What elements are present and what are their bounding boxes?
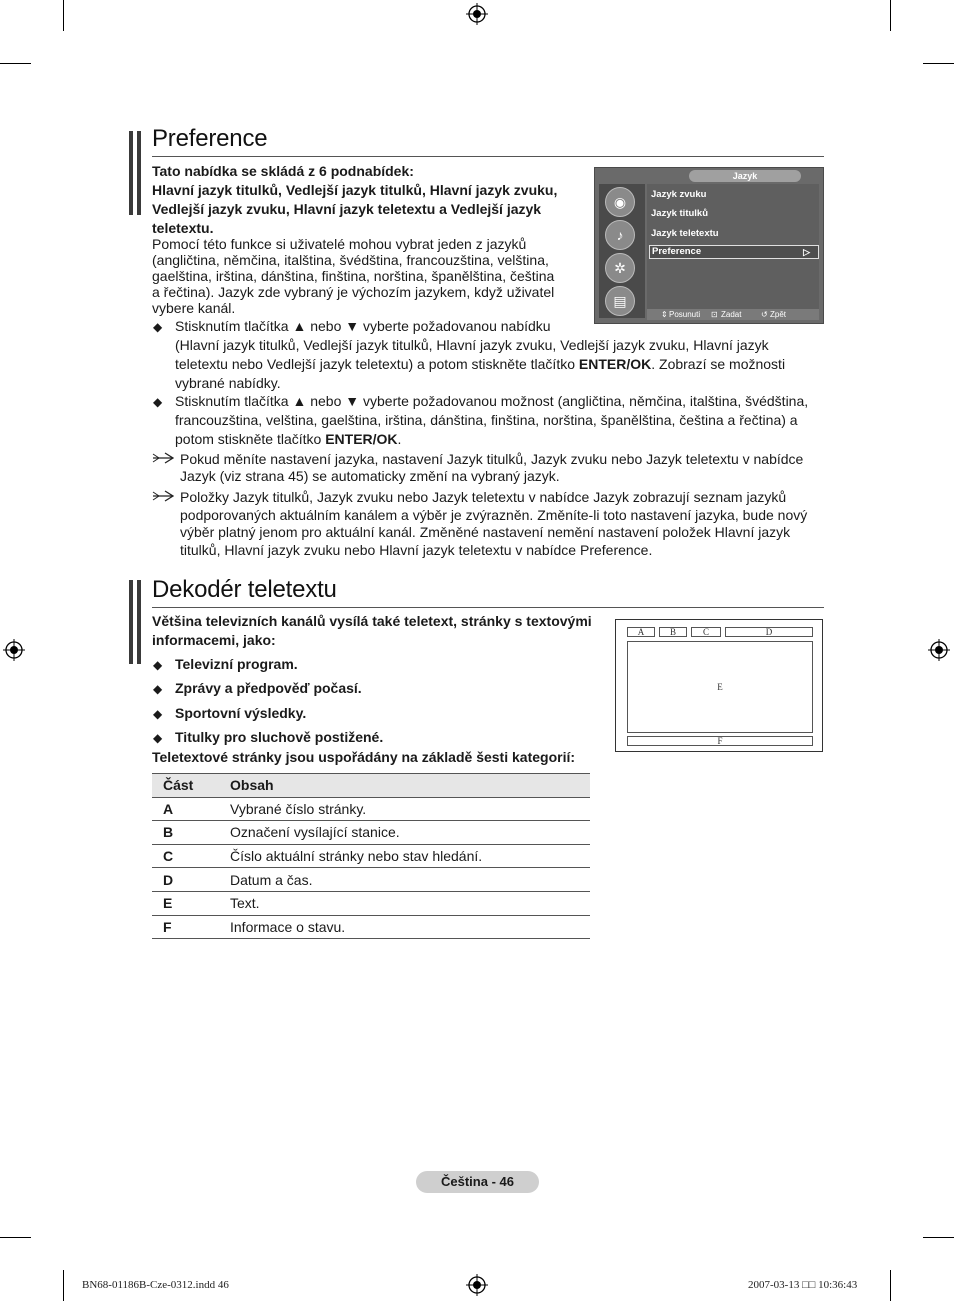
updown-icon: ⇕: [661, 310, 668, 319]
table-header-cell: Část: [152, 774, 219, 798]
bullet-text-part: .: [397, 431, 402, 447]
intro-bold-line: Tato nabídka se skládá z 6 podnabídek:: [152, 163, 414, 179]
tv-menu-item[interactable]: Jazyk teletextu: [651, 228, 719, 239]
note-line: podporovaných aktuálním kanálem a výběr je zvýrazněn. Změníte-li toto nastavení jazyka, bude nový: [180, 507, 808, 523]
table-cell-value: Informace o stavu.: [219, 915, 590, 939]
section-bar: [137, 580, 141, 664]
section-title-teletext: Dekodér teletextu: [152, 576, 337, 603]
table-cell-value: Datum a čas.: [219, 868, 590, 892]
section-rule: [152, 156, 824, 157]
section-title-preference: Preference: [152, 125, 268, 152]
footer-move-label: Posunuti: [669, 310, 701, 319]
bullet-diamond-icon: ◆: [153, 395, 163, 409]
tv-menu-item-label: Preference: [652, 246, 702, 257]
bullet-line: (Hlavní jazyk titulků, Vedlejší jazyk titulků, Hlavní jazyk zvuku, Vedlejší jazyk zvuku, Hlavní jazyk: [175, 337, 769, 353]
table-row: [152, 821, 590, 845]
table-cell-key: F: [152, 915, 219, 939]
paragraph-line: a řečtina). Jazyk zde vybraný je výchozím jazykem, když uživatel: [152, 284, 555, 300]
note-line: titulků, Hlavní jazyk zvuku nebo Hlavní jazyk teletextu v nabídce Preference.: [180, 542, 653, 558]
table-cell-key: D: [152, 868, 219, 892]
table-row: [152, 915, 590, 939]
intro-bold-line: Vedlejší jazyk zvuku, Hlavní jazyk teletextu a Vedlejší jazyk: [152, 201, 542, 217]
table-cell-value: Číslo aktuální stránky nebo stav hledání.: [219, 844, 590, 868]
paragraph-line: (angličtina, němčina, italština, švédština, francouzština, velština,: [152, 252, 549, 268]
crop-mark: [63, 1270, 64, 1301]
table-cell-value: Vybrané číslo stránky.: [219, 797, 590, 821]
crop-mark: [923, 63, 954, 64]
print-slug-date: 2007-03-13 □□ 10:36:43: [748, 1279, 858, 1291]
teletext-area-b: B: [659, 627, 687, 637]
table-cell-key: A: [152, 797, 219, 821]
return-icon: ↺: [761, 310, 768, 319]
input-icon: ▤: [605, 286, 635, 316]
bullet-text-part: potom stiskněte tlačítko: [175, 431, 326, 447]
teletext-area-f: F: [627, 736, 813, 746]
table-header-cell: Obsah: [219, 774, 590, 798]
bullet-line: Stisknutím tlačítka ▲ nebo ▼ vyberte požadovanou nabídku: [175, 318, 551, 334]
bullet-line: vybrané nabídky.: [175, 375, 281, 391]
crop-mark: [63, 0, 64, 31]
bullet-text-part: teletextu nebo Vedlejší jazyk teletextu) a potom stiskněte tlačítko: [175, 356, 579, 372]
tv-menu-footer: [647, 309, 819, 320]
page-number-badge: Čeština - 46: [416, 1171, 539, 1193]
teletext-area-d: D: [725, 627, 813, 637]
intro-bold-line: informacemi, jako:: [152, 632, 276, 648]
tv-menu-sidebar: [599, 184, 645, 318]
bullet-line: francouzština, velština, gaelština, irština, dánština, finština, norština, španělština, čeština a řečtina) a: [175, 412, 798, 428]
note-line: Pokud měníte nastavení jazyka, nastavení Jazyk titulků, Jazyk zvuku nebo Jazyk teletextu v nabídce: [180, 451, 804, 467]
note-arrow-icon: [152, 490, 174, 502]
bullet-line: Televizní program.: [175, 656, 298, 672]
table-cell-key: B: [152, 821, 219, 845]
tv-menu-list: [647, 184, 819, 318]
registration-mark-icon: [466, 1274, 488, 1296]
crop-mark: [923, 1237, 954, 1238]
crop-mark: [0, 1237, 31, 1238]
section-bar: [137, 131, 141, 215]
note-line: Položky Jazyk titulků, Jazyk zvuku nebo Jazyk teletextu v nabídce Jazyk zobrazují seznam jazyků: [180, 489, 787, 505]
paragraph-line: gaelština, irština, dánština, finština, norština, španělština, čeština: [152, 268, 555, 284]
tv-menu-header: Jazyk: [689, 170, 801, 182]
bullet-line: Zprávy a předpověď počasí.: [175, 680, 362, 696]
picture-icon: ◉: [605, 187, 635, 217]
registration-mark-icon: [466, 3, 488, 25]
table-row: [152, 891, 590, 915]
tv-menu-item[interactable]: Jazyk titulků: [651, 208, 709, 219]
teletext-category-table: [152, 773, 590, 939]
sound-icon: ♪: [605, 220, 635, 250]
bullet-diamond-icon: ◆: [153, 682, 163, 696]
section-bar: [129, 580, 133, 664]
crop-mark: [0, 63, 31, 64]
bullet-diamond-icon: ◆: [153, 731, 163, 745]
tv-menu-item-selected[interactable]: [649, 245, 819, 259]
teletext-area-a: A: [627, 627, 655, 637]
crop-mark: [890, 1270, 891, 1301]
table-cell-key: E: [152, 891, 219, 915]
bullet-line: Sportovní výsledky.: [175, 705, 307, 721]
footer-enter-label: Zadat: [721, 310, 742, 319]
enter-ok-label: ENTER/OK: [578, 356, 652, 372]
tv-menu-screenshot: [594, 167, 824, 324]
bullet-diamond-icon: ◆: [153, 320, 163, 334]
intro-bold-line: teletextu.: [152, 220, 214, 236]
teletext-area-e: E: [627, 641, 813, 733]
bullet-diamond-icon: ◆: [153, 658, 163, 672]
table-cell-key: C: [152, 844, 219, 868]
teletext-area-c: C: [691, 627, 721, 637]
registration-mark-icon: [928, 639, 950, 661]
paragraph-line: vybere kanál.: [152, 300, 236, 316]
bullet-text-part: . Zobrazí se možnosti: [651, 356, 786, 372]
play-arrow-icon: ▷: [803, 247, 810, 257]
section-rule: [152, 607, 824, 608]
table-cell-value: Text.: [219, 891, 590, 915]
crop-mark: [890, 0, 891, 31]
print-slug-file: BN68-01186B-Cze-0312.indd 46: [82, 1279, 229, 1291]
bullet-diamond-icon: ◆: [153, 707, 163, 721]
bullet-line: [175, 355, 785, 374]
footer-back-label: Zpět: [770, 310, 787, 319]
bullet-line: Titulky pro sluchově postižené.: [175, 729, 384, 745]
enter-icon: ⊡: [711, 310, 718, 319]
tv-menu-item[interactable]: Jazyk zvuku: [651, 189, 707, 200]
note-line: Jazyk (viz strana 45) se automaticky změní na vybraný jazyk.: [180, 468, 560, 484]
settings-gear-icon: ✲: [605, 253, 635, 283]
bullet-line: Stisknutím tlačítka ▲ nebo ▼ vyberte požadovanou možnost (angličtina, němčina, italština, švédština,: [175, 393, 809, 409]
enter-ok-label: ENTER/OK: [325, 431, 398, 447]
teletext-layout-diagram: [615, 619, 823, 752]
note-line: výběr platný jenom pro aktuální kanál. Změněné nastavení nemění nastavení položek Hlavní jazyk: [180, 524, 791, 540]
table-cell-value: Označení vysílající stanice.: [219, 821, 590, 845]
note-arrow-icon: [152, 452, 174, 464]
registration-mark-icon: [3, 639, 25, 661]
table-row: [152, 844, 590, 868]
table-row: [152, 797, 590, 821]
paragraph-line: Pomocí této funkce si uživatelé mohou vybrat jeden z jazyků: [152, 236, 527, 252]
summary-line: Teletextové stránky jsou uspořádány na základě šesti kategorií:: [152, 749, 576, 765]
intro-bold-line: Většina televizních kanálů vysílá také teletext, stránky s textovými: [152, 613, 592, 629]
bullet-line: [175, 430, 401, 449]
table-row: [152, 868, 590, 892]
intro-bold-line: Hlavní jazyk titulků, Vedlejší jazyk titulků, Hlavní jazyk zvuku,: [152, 182, 558, 198]
table-header-row: [152, 774, 590, 798]
section-bar: [129, 131, 133, 215]
